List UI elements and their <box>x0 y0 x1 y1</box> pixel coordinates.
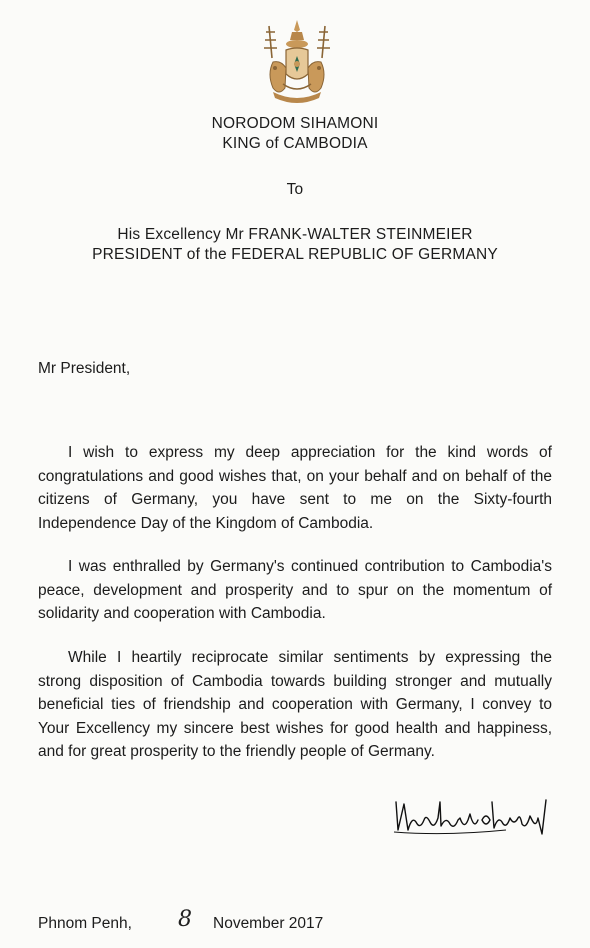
recipient-block <box>0 225 590 265</box>
sender-block <box>0 114 590 154</box>
recipient-name: His Excellency Mr FRANK-WALTER STEINMEIER <box>117 226 473 243</box>
body-paragraph-3: While I heartily reciprocate similar sentiments by expressing the strong disposition of Cambodia towards building stronger and mutually beneficial ties of friendship and cooperation with Germany, I convey to Your Excellency my sincere best wishes for good health and happiness, and for great prosperity to the friendly people of Germany. <box>38 649 552 760</box>
royal-coat-of-arms-icon <box>259 18 335 108</box>
to-label: To <box>286 181 304 198</box>
handwritten-signature <box>386 790 556 838</box>
body-paragraph-2: I was enthralled by Germany's continued contribution to Cambodia's peace, development and prosperity and to spur on the momentum of solidarity and cooperation with Cambodia. <box>38 558 552 622</box>
salutation: Mr President, <box>38 360 131 377</box>
month-year: November 2017 <box>213 915 324 932</box>
sender-title: KING of CAMBODIA <box>222 135 368 152</box>
sender-name: NORODOM SIHAMONI <box>211 115 379 132</box>
body-paragraph-1: I wish to express my deep appreciation for the kind words of congratulations and good wishes that, on your behalf and on behalf of the citizens of Germany, you have sent to me on the Sixty-fourth Independence Day of the Kingdom of Cambodia. <box>38 444 552 532</box>
recipient-title: PRESIDENT of the FEDERAL REPUBLIC OF GERMANY <box>92 246 498 263</box>
handwritten-day: 8 <box>178 907 192 932</box>
place: Phnom Penh, <box>38 915 132 932</box>
